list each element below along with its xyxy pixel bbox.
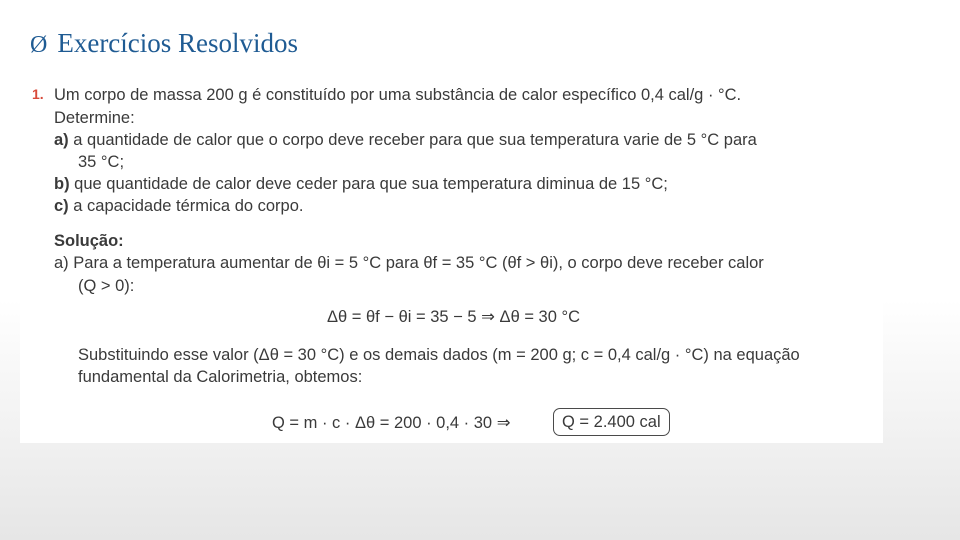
solution-heading: Solução: — [54, 232, 124, 250]
exercise-number: 1. — [32, 86, 44, 102]
equation-heat: Q = m · c · Δθ = 200 · 0,4 · 30 ⇒ — [272, 414, 511, 432]
result-box: Q = 2.400 cal — [553, 408, 670, 436]
solution-a — [54, 252, 764, 274]
solution-a-label: a) — [54, 254, 69, 272]
solution-line4: fundamental da Calorimetria, obtemos: — [78, 368, 363, 386]
item-b — [54, 173, 668, 195]
item-a — [54, 129, 757, 151]
item-b-label: b) — [54, 175, 70, 193]
item-a-text: a quantidade de calor que o corpo deve receber para que sua temperatura varie de 5 °C para — [73, 131, 757, 149]
slide-title — [30, 28, 298, 59]
item-b-text: que quantidade de calor deve ceder para que sua temperatura diminua de 15 °C; — [74, 175, 668, 193]
determine-label: Determine: — [54, 109, 135, 127]
exercise-image — [20, 80, 883, 443]
slide-title-text: Exercícios Resolvidos — [57, 28, 299, 58]
solution-a-line1: Para a temperatura aumentar de θi = 5 °C para θf = 35 °C (θf > θi), o corpo deve receber calor — [73, 254, 764, 272]
item-c-label: c) — [54, 197, 69, 215]
solution-line3: Substituindo esse valor (Δθ = 30 °C) e os demais dados (m = 200 g; c = 0,4 cal/g · °C) na equação — [78, 346, 800, 364]
item-a-continuation: 35 °C; — [78, 153, 125, 171]
arrow-bullet-icon: Ø — [30, 32, 48, 58]
equation-delta-theta: Δθ = θf − θi = 35 − 5 ⇒ Δθ = 30 °C — [327, 308, 580, 326]
item-a-label: a) — [54, 131, 69, 149]
item-c-text: a capacidade térmica do corpo. — [73, 197, 304, 215]
item-c — [54, 195, 303, 217]
exercise-statement: Um corpo de massa 200 g é constituído por uma substância de calor específico 0,4 cal/g · °C. — [54, 86, 742, 104]
solution-line2: (Q > 0): — [78, 277, 135, 295]
